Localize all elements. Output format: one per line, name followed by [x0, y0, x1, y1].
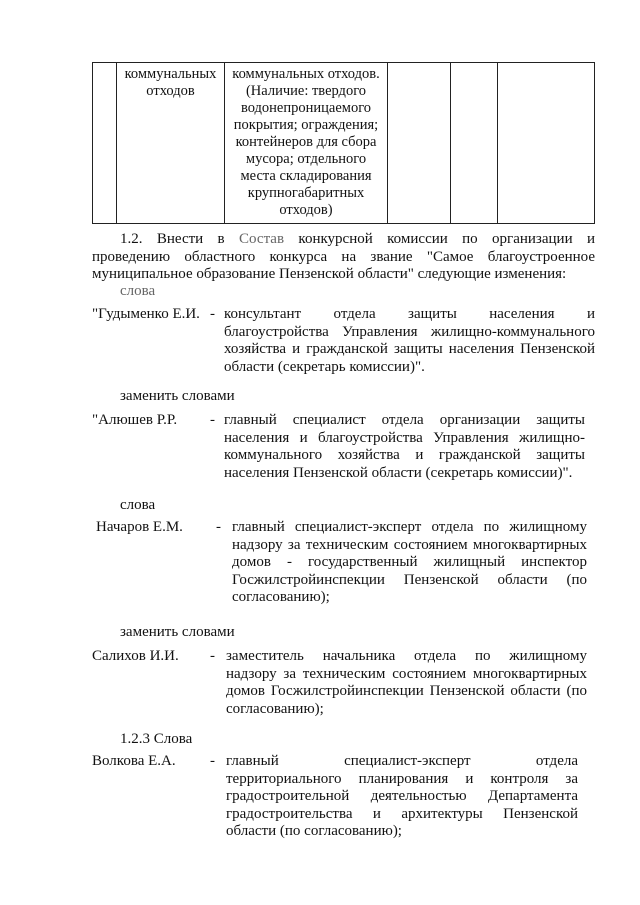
- word-slova: слова: [120, 497, 156, 513]
- phrase-zamenit-slovami: заменить словами: [120, 624, 235, 640]
- table-cell-number: [93, 63, 117, 224]
- member-name: Волкова Е.А.: [92, 753, 176, 769]
- paragraph-line-text: 1.2. Внести в Состав конкурсной комиссии по организации и: [120, 231, 595, 247]
- heading-1-2-3: 1.2.3 Слова: [120, 731, 193, 747]
- description-line: главный специалист отдела организации защиты: [224, 412, 585, 428]
- member-description: [226, 753, 578, 841]
- description-line: области (по согласованию);: [226, 823, 402, 839]
- description-line: согласованию);: [232, 589, 330, 605]
- description-line: населения и благоустройства Управления жилищно-: [224, 429, 585, 446]
- description-line: заместитель начальника отдела по жилищному: [226, 648, 587, 664]
- paragraph-line: [92, 231, 595, 249]
- table-cell-empty: [451, 63, 498, 224]
- phrase-zamenit-slovami: заменить словами: [120, 388, 235, 404]
- description-line: водонепроницаемого: [240, 100, 372, 116]
- description-line: главный специалист-эксперт отдела: [226, 753, 578, 769]
- description-line: хозяйства и гражданской защиты населения Пензенской: [224, 341, 595, 357]
- description-line: контейнеров для сбора: [235, 134, 377, 150]
- paragraph-1-2: [92, 231, 595, 284]
- criteria-table: [92, 62, 595, 224]
- table-row: [93, 63, 595, 224]
- description-line: надзору за техническим состоянием многоквартирных: [232, 536, 587, 553]
- member-dash: -: [210, 412, 215, 428]
- description-line: отходов): [279, 202, 333, 218]
- member-name: Салихов И.И.: [92, 648, 179, 664]
- description-line: домов - государственный жилищный инспектор: [232, 554, 587, 570]
- table-cell-description: [225, 63, 388, 224]
- paragraph-line: муниципальное образование Пензенской области" следующие изменения:: [92, 266, 567, 282]
- description-line: мусора; отдельного: [245, 151, 367, 167]
- member-name: Начаров Е.М.: [96, 519, 183, 535]
- description-line: Госжилстройинспекции Пензенской области (по: [232, 571, 587, 588]
- description-line: (Наличие: твердого: [245, 83, 367, 99]
- description-line: области (секретарь комиссии)".: [224, 358, 425, 375]
- table-cell-empty: [388, 63, 451, 224]
- description-line: коммунальных отходов.: [232, 66, 380, 82]
- description-line: коммунального хозяйства и гражданской защиты: [224, 447, 585, 463]
- description-line: благоустройства Управления жилищно-коммунального: [224, 323, 595, 340]
- member-description: [232, 519, 587, 607]
- description-line: покрытия; ограждения;: [233, 117, 379, 133]
- member-name: "Алюшев Р.Р.: [92, 412, 178, 428]
- member-dash: -: [210, 648, 215, 664]
- member-name: "Гудыменко Е.И.: [92, 306, 200, 322]
- member-description: [224, 412, 585, 482]
- table-cell-empty: [498, 63, 595, 224]
- description-line: территориального планирования и контроля за: [226, 770, 578, 787]
- description-line: консультант отдела защиты населения и: [224, 306, 595, 322]
- word-slova: слова: [120, 283, 156, 299]
- member-description: [226, 648, 587, 718]
- member-dash: -: [210, 753, 215, 769]
- member-description: [224, 306, 595, 376]
- member-dash: -: [210, 306, 215, 322]
- paragraph-line: проведению областного конкурса на звание "Самое благоустроенное: [92, 248, 595, 265]
- table-cell-criterion: коммунальных отходов: [117, 63, 225, 224]
- member-entry: [92, 412, 585, 484]
- description-line: надзору за техническим состоянием многоквартирных: [226, 665, 587, 682]
- description-line: согласованию);: [226, 700, 324, 717]
- description-line: главный специалист-эксперт отдела по жилищному: [232, 519, 587, 535]
- description-line: градостроительства и архитектуры Пензенской: [226, 805, 578, 822]
- description-line: населения Пензенской области (секретарь комиссии)".: [224, 464, 573, 481]
- member-entry: [92, 519, 587, 609]
- member-dash: -: [216, 519, 221, 535]
- highlighted-word: Состав: [239, 231, 285, 247]
- description-line: градостроительной деятельностью Департамента: [226, 788, 578, 804]
- member-entry: [92, 306, 595, 378]
- description-line: домов Госжилстройинспекции Пензенской области (по: [226, 683, 587, 699]
- member-entry: [92, 648, 587, 720]
- member-entry: [92, 753, 578, 843]
- description-line: места складирования: [240, 168, 372, 184]
- description-line: крупногабаритных: [247, 185, 365, 201]
